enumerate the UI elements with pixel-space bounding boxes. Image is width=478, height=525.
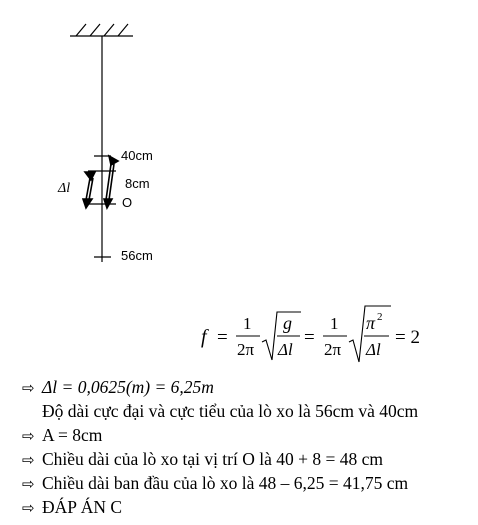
formula-g: g xyxy=(283,313,292,333)
formula-f: f xyxy=(201,326,207,348)
label-O: O xyxy=(122,195,133,210)
amplitude-text: A = 8cm xyxy=(42,425,103,445)
solution-line-5 xyxy=(22,473,472,497)
delta-l-arrow xyxy=(83,172,95,208)
formula-eq-2: = xyxy=(304,327,315,348)
right-arrow-icon: ⇨ xyxy=(22,427,35,445)
formula-one-2: 1 xyxy=(330,314,339,333)
amplitude-arrow xyxy=(104,156,118,208)
length-at-O-text: Chiều dài của lò xo tại vị trí O là 40 + 8 = 48 cm xyxy=(42,449,383,469)
formula-delta-l-2: Δl xyxy=(366,340,381,359)
label-40cm: 40cm xyxy=(121,148,153,163)
max-min-length-text: Độ dài cực đại và cực tiểu của lò xo là 56cm và 40cm xyxy=(42,401,419,421)
formula-one-1: 1 xyxy=(243,314,252,333)
formula-pi-exponent: 2 xyxy=(377,311,383,323)
answer-text: ĐÁP ÁN C xyxy=(42,497,123,517)
delta-l-label: Δl xyxy=(58,181,71,196)
solution-list xyxy=(22,377,472,521)
solution-line-4 xyxy=(22,449,472,473)
solution-line-6 xyxy=(22,497,472,521)
formula-two-pi-2: 2π xyxy=(324,340,342,359)
solution-line-1 xyxy=(22,377,472,401)
right-arrow-icon: ⇨ xyxy=(22,451,35,469)
frequency-formula xyxy=(195,304,455,366)
solution-line-3 xyxy=(22,425,472,449)
label-8cm: 8cm xyxy=(125,176,150,191)
right-arrow-icon: ⇨ xyxy=(22,499,35,517)
formula-result: = 2 xyxy=(395,327,420,348)
formula-delta-l-1: Δl xyxy=(278,340,293,359)
delta-l-result: Δl = 0,0625(m) = 6,25m xyxy=(42,377,214,397)
label-56cm: 56cm xyxy=(121,248,153,263)
ceiling-support xyxy=(70,24,133,36)
solution-line-2 xyxy=(22,401,472,425)
formula-two-pi-1: 2π xyxy=(237,340,255,359)
right-arrow-icon: ⇨ xyxy=(22,475,35,493)
formula-eq-1: = xyxy=(217,327,228,348)
right-arrow-icon: ⇨ xyxy=(22,379,35,397)
formula-pi: π xyxy=(366,313,376,333)
natural-length-text: Chiều dài ban đầu của lò xo là 48 – 6,25 = 41,75 cm xyxy=(42,473,409,493)
